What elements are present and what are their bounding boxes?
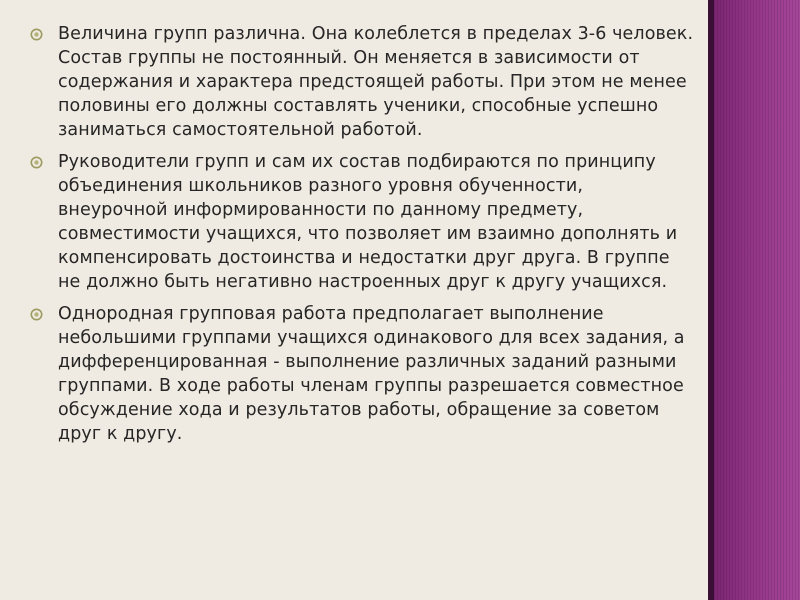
bullet-item [24, 22, 696, 142]
circle-bullet-icon [30, 28, 43, 41]
circle-bullet-icon [30, 156, 43, 169]
bullet-item [24, 302, 696, 446]
circle-bullet-icon [30, 308, 43, 321]
side-strip-edge [708, 0, 714, 600]
bullet-text: Величина групп различна. Она колеблется в пределах 3-6 человек. Состав группы не постоянный. Он меняется в зависимости от содержания и характера предстоящей работы. При этом не менее половины его должны составлять ученики, способные успешно заниматься самостоятельной работой. [58, 24, 694, 140]
slide-content [24, 22, 696, 454]
decorative-side-strip [708, 0, 800, 600]
bullet-item [24, 150, 696, 294]
bullet-text: Однородная групповая работа предполагает выполнение небольшими группами учащихся одинакового для всех задания, а дифференцированная - выполнение различных заданий разными группами. В ходе работы членам группы разрешается совместное обсуждение хода и результатов работы, обращение за советом друг к другу. [58, 304, 685, 444]
bullet-text: Руководители групп и сам их состав подбираются по принципу объединения школьников разного уровня обученности, внеурочной информированности по данному предмету, совместимости учащихся, что позволяет им взаимно дополнять и компенсировать достоинства и недостатки друг друга. В группе не должно быть негативно настроенных друг к другу учащихся. [58, 152, 678, 292]
